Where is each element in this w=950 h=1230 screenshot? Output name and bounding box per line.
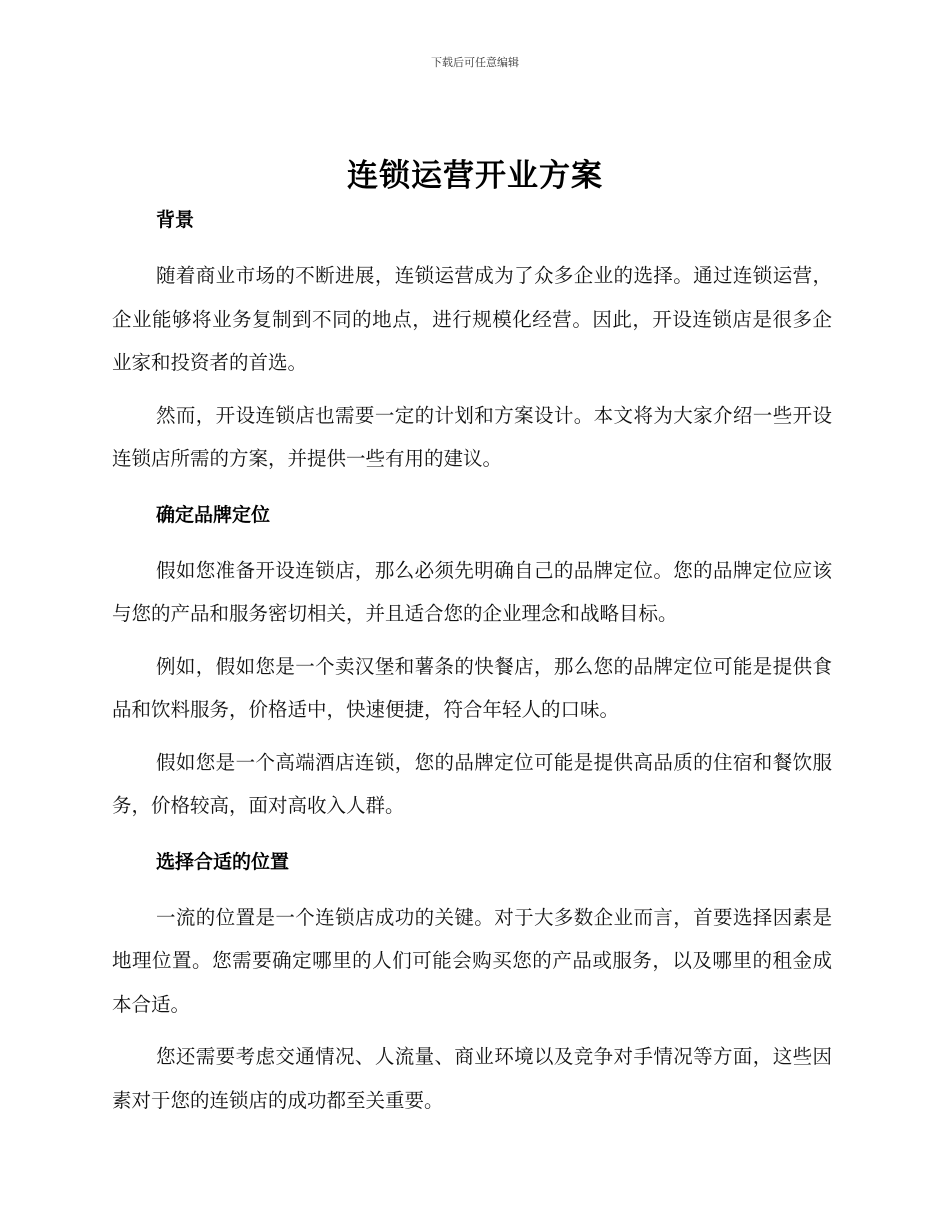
paragraph: 假如您是一个高端酒店连锁，您的品牌定位可能是提供高品质的住宿和餐饮服务，价格较高，面对高收入人群。 xyxy=(112,750,832,817)
document-title: 连锁运营开业方案 xyxy=(347,158,603,194)
document-body xyxy=(112,205,832,1122)
paragraph: 假如您准备开设连锁店，那么必须先明确自己的品牌定位。您的品牌定位应该与您的产品和服务密切相关，并且适合您的企业理念和战略目标。 xyxy=(112,558,832,625)
paragraph: 随着商业市场的不断进展，连锁运营成为了众多企业的选择。通过连锁运营，企业能够将业务复制到不同的地点，进行规模化经营。因此，开设连锁店是很多企业家和投资者的首选。 xyxy=(112,264,832,374)
section-heading-location: 选择合适的位置 xyxy=(156,850,290,873)
section-heading-background: 背景 xyxy=(156,209,195,231)
page-header-note: 下载后可任意编辑 xyxy=(431,56,519,69)
paragraph: 然而，开设连锁店也需要一定的计划和方案设计。本文将为大家介绍一些开设连锁店所需的方案，并提供一些有用的建议。 xyxy=(112,403,832,470)
paragraph: 您还需要考虑交通情况、人流量、商业环境以及竞争对手情况等方面，这些因素对于您的连锁店的成功都至关重要。 xyxy=(112,1045,832,1112)
paragraph: 例如，假如您是一个卖汉堡和薯条的快餐店，那么您的品牌定位可能是提供食品和饮料服务，价格适中，快速便捷，符合年轻人的口味。 xyxy=(112,654,832,721)
paragraph: 一流的位置是一个连锁店成功的关键。对于大多数企业而言，首要选择因素是地理位置。您需要确定哪里的人们可能会购买您的产品或服务，以及哪里的租金成本合适。 xyxy=(112,905,832,1016)
section-heading-brand-positioning: 确定品牌定位 xyxy=(156,503,271,526)
